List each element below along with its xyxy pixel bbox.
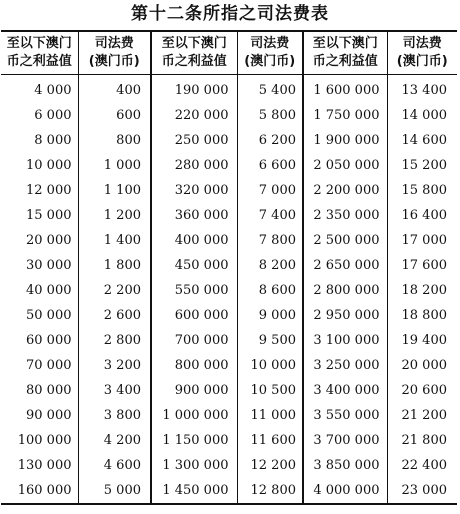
cell-benefit-value-2: 250 000 <box>151 128 237 153</box>
cell-judicial-fee-1: 1 400 <box>78 228 151 253</box>
table-row <box>1 378 457 403</box>
cell-judicial-fee-1: 5 000 <box>78 478 151 504</box>
table-row <box>1 478 457 504</box>
cell-judicial-fee-2: 10 500 <box>237 378 303 403</box>
cell-benefit-value-1: 40 000 <box>1 278 78 303</box>
cell-benefit-value-1: 6 000 <box>1 103 78 128</box>
cell-benefit-value-1: 30 000 <box>1 253 78 278</box>
cell-benefit-value-1: 100 000 <box>1 428 78 453</box>
table-row <box>1 278 457 303</box>
cell-judicial-fee-1: 1 100 <box>78 178 151 203</box>
cell-judicial-fee-2: 10 000 <box>237 353 303 378</box>
cell-judicial-fee-2: 12 800 <box>237 478 303 504</box>
cell-benefit-value-3: 1 900 000 <box>303 128 387 153</box>
header-benefit-value-1: 至以下澳门 币之利益值 <box>1 31 78 75</box>
cell-judicial-fee-3: 22 400 <box>387 453 457 478</box>
cell-benefit-value-3: 1 600 000 <box>303 75 387 104</box>
table-row <box>1 328 457 353</box>
cell-judicial-fee-1: 2 600 <box>78 303 151 328</box>
table-title: 第十二条所指之司法费表 <box>131 4 329 24</box>
cell-benefit-value-3: 2 950 000 <box>303 303 387 328</box>
cell-benefit-value-1: 160 000 <box>1 478 78 504</box>
header-judicial-fee-2: 司法费 (澳门币) <box>237 31 303 75</box>
cell-benefit-value-1: 70 000 <box>1 353 78 378</box>
header-benefit-value-3: 至以下澳门 币之利益值 <box>303 31 387 75</box>
cell-judicial-fee-2: 8 600 <box>237 278 303 303</box>
cell-judicial-fee-1: 3 800 <box>78 403 151 428</box>
cell-benefit-value-2: 1 450 000 <box>151 478 237 504</box>
cell-judicial-fee-1: 2 200 <box>78 278 151 303</box>
cell-judicial-fee-2: 5 800 <box>237 103 303 128</box>
cell-benefit-value-2: 600 000 <box>151 303 237 328</box>
cell-judicial-fee-2: 6 600 <box>237 153 303 178</box>
judicial-fee-table <box>1 30 457 505</box>
cell-benefit-value-2: 320 000 <box>151 178 237 203</box>
cell-benefit-value-3: 2 200 000 <box>303 178 387 203</box>
cell-judicial-fee-3: 20 600 <box>387 378 457 403</box>
cell-judicial-fee-2: 11 600 <box>237 428 303 453</box>
header-benefit-value-2: 至以下澳门 币之利益值 <box>151 31 237 75</box>
table-row <box>1 75 457 104</box>
cell-judicial-fee-2: 7 000 <box>237 178 303 203</box>
cell-judicial-fee-3: 21 800 <box>387 428 457 453</box>
table-row <box>1 403 457 428</box>
cell-judicial-fee-1: 4 200 <box>78 428 151 453</box>
cell-benefit-value-1: 130 000 <box>1 453 78 478</box>
cell-benefit-value-3: 3 400 000 <box>303 378 387 403</box>
cell-judicial-fee-3: 15 800 <box>387 178 457 203</box>
cell-benefit-value-2: 360 000 <box>151 203 237 228</box>
cell-judicial-fee-3: 16 400 <box>387 203 457 228</box>
cell-benefit-value-2: 700 000 <box>151 328 237 353</box>
cell-judicial-fee-3: 14 600 <box>387 128 457 153</box>
cell-benefit-value-2: 1 300 000 <box>151 453 237 478</box>
cell-judicial-fee-1: 600 <box>78 103 151 128</box>
table-row <box>1 303 457 328</box>
cell-judicial-fee-1: 1 200 <box>78 203 151 228</box>
cell-benefit-value-1: 90 000 <box>1 403 78 428</box>
cell-judicial-fee-1: 2 800 <box>78 328 151 353</box>
cell-judicial-fee-1: 3 200 <box>78 353 151 378</box>
cell-judicial-fee-3: 18 200 <box>387 278 457 303</box>
header-judicial-fee-1: 司法费 (澳门币) <box>78 31 151 75</box>
cell-judicial-fee-2: 9 000 <box>237 303 303 328</box>
cell-judicial-fee-3: 13 400 <box>387 75 457 104</box>
header-judicial-fee-3: 司法费 (澳门币) <box>387 31 457 75</box>
cell-judicial-fee-1: 3 400 <box>78 378 151 403</box>
cell-judicial-fee-2: 8 200 <box>237 253 303 278</box>
cell-benefit-value-2: 220 000 <box>151 103 237 128</box>
table-row <box>1 428 457 453</box>
cell-benefit-value-2: 190 000 <box>151 75 237 104</box>
cell-benefit-value-1: 60 000 <box>1 328 78 353</box>
cell-judicial-fee-1: 1 800 <box>78 253 151 278</box>
cell-judicial-fee-3: 19 400 <box>387 328 457 353</box>
cell-judicial-fee-1: 800 <box>78 128 151 153</box>
cell-judicial-fee-3: 18 800 <box>387 303 457 328</box>
cell-benefit-value-1: 20 000 <box>1 228 78 253</box>
cell-judicial-fee-2: 9 500 <box>237 328 303 353</box>
cell-judicial-fee-3: 20 000 <box>387 353 457 378</box>
table-row <box>1 178 457 203</box>
cell-judicial-fee-3: 17 600 <box>387 253 457 278</box>
cell-judicial-fee-2: 7 800 <box>237 228 303 253</box>
cell-judicial-fee-1: 4 600 <box>78 453 151 478</box>
cell-judicial-fee-3: 23 000 <box>387 478 457 504</box>
cell-benefit-value-3: 3 700 000 <box>303 428 387 453</box>
cell-benefit-value-2: 900 000 <box>151 378 237 403</box>
table-row <box>1 203 457 228</box>
cell-judicial-fee-2: 11 000 <box>237 403 303 428</box>
cell-benefit-value-3: 2 650 000 <box>303 253 387 278</box>
cell-benefit-value-3: 2 050 000 <box>303 153 387 178</box>
cell-benefit-value-1: 50 000 <box>1 303 78 328</box>
cell-benefit-value-2: 450 000 <box>151 253 237 278</box>
cell-benefit-value-1: 80 000 <box>1 378 78 403</box>
table-row <box>1 103 457 128</box>
cell-judicial-fee-2: 6 200 <box>237 128 303 153</box>
cell-judicial-fee-2: 5 400 <box>237 75 303 104</box>
cell-judicial-fee-2: 7 400 <box>237 203 303 228</box>
cell-benefit-value-1: 15 000 <box>1 203 78 228</box>
cell-benefit-value-3: 3 550 000 <box>303 403 387 428</box>
cell-judicial-fee-3: 14 000 <box>387 103 457 128</box>
table-row <box>1 353 457 378</box>
table-row <box>1 128 457 153</box>
cell-benefit-value-2: 1 000 000 <box>151 403 237 428</box>
header-row <box>1 31 457 75</box>
cell-benefit-value-1: 12 000 <box>1 178 78 203</box>
cell-judicial-fee-2: 12 200 <box>237 453 303 478</box>
cell-benefit-value-3: 3 850 000 <box>303 453 387 478</box>
table-body <box>1 75 457 505</box>
cell-benefit-value-1: 10 000 <box>1 153 78 178</box>
cell-judicial-fee-1: 400 <box>78 75 151 104</box>
cell-benefit-value-1: 8 000 <box>1 128 78 153</box>
cell-benefit-value-2: 800 000 <box>151 353 237 378</box>
cell-benefit-value-3: 3 250 000 <box>303 353 387 378</box>
table-row <box>1 453 457 478</box>
cell-judicial-fee-1: 1 000 <box>78 153 151 178</box>
cell-benefit-value-2: 550 000 <box>151 278 237 303</box>
table-row <box>1 228 457 253</box>
table-row <box>1 153 457 178</box>
cell-benefit-value-3: 2 800 000 <box>303 278 387 303</box>
cell-benefit-value-1: 4 000 <box>1 75 78 104</box>
cell-judicial-fee-3: 15 200 <box>387 153 457 178</box>
cell-benefit-value-3: 2 500 000 <box>303 228 387 253</box>
cell-judicial-fee-3: 17 000 <box>387 228 457 253</box>
table-row <box>1 253 457 278</box>
cell-benefit-value-2: 1 150 000 <box>151 428 237 453</box>
cell-benefit-value-3: 1 750 000 <box>303 103 387 128</box>
cell-benefit-value-2: 400 000 <box>151 228 237 253</box>
cell-judicial-fee-3: 21 200 <box>387 403 457 428</box>
cell-benefit-value-3: 2 350 000 <box>303 203 387 228</box>
cell-benefit-value-3: 4 000 000 <box>303 478 387 504</box>
cell-benefit-value-2: 280 000 <box>151 153 237 178</box>
cell-benefit-value-3: 3 100 000 <box>303 328 387 353</box>
